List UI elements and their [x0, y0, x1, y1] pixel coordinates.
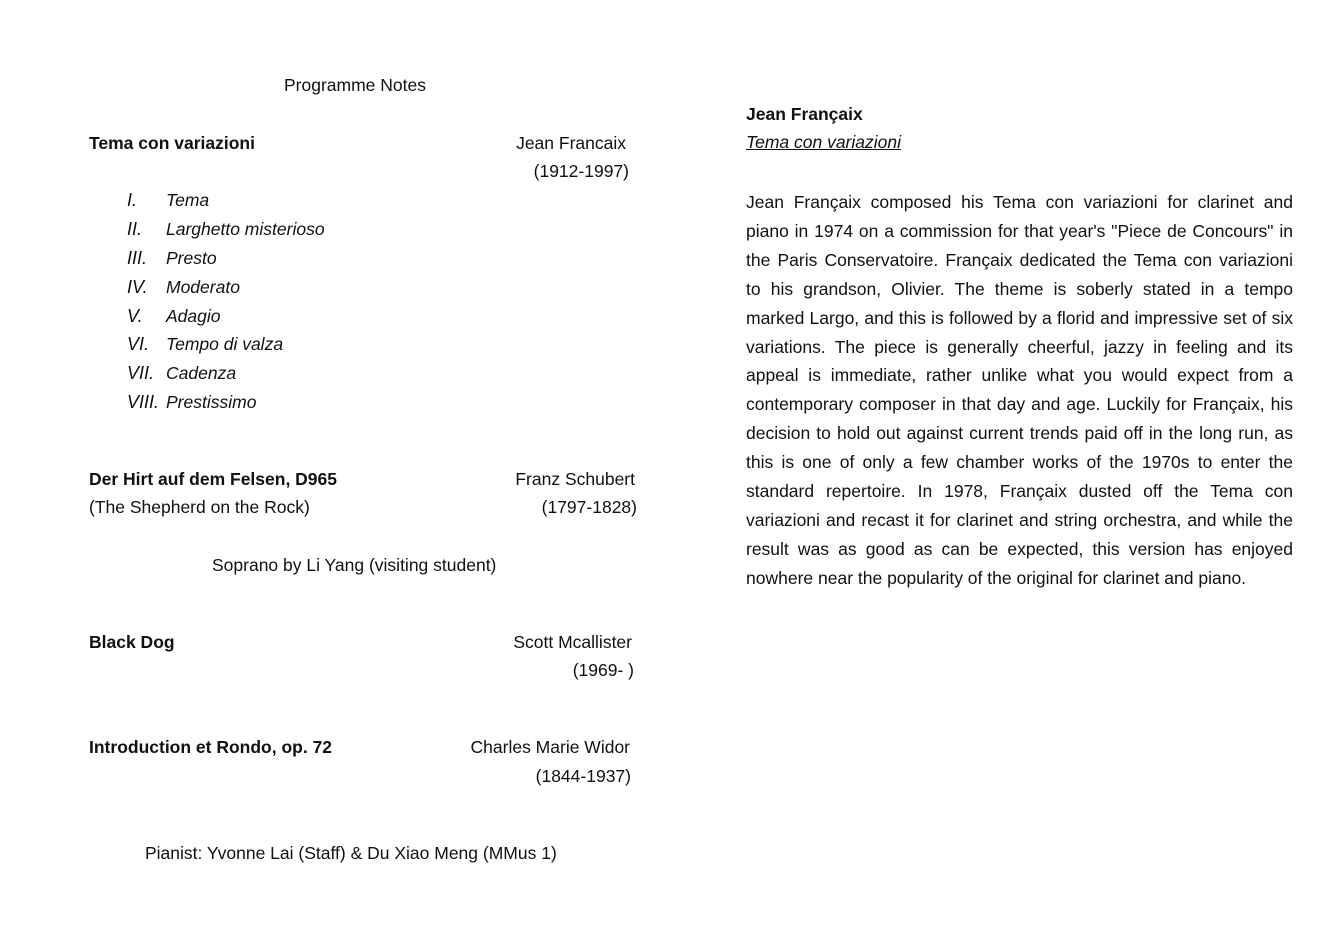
piece-4-title: Introduction et Rondo, op. 72	[89, 737, 333, 757]
movement-name: Cadenza	[166, 363, 237, 383]
piece-1-dates: (1912-1997)	[533, 161, 629, 181]
movement-number: VII.	[127, 363, 155, 383]
piece-4-dates: (1844-1937)	[535, 766, 631, 786]
programme-notes-heading: Programme Notes	[284, 75, 426, 95]
note-composer: Jean Françaix	[746, 104, 863, 124]
piece-3-dates: (1969- )	[572, 660, 634, 680]
piece-1-composer: Jean Francaix	[516, 133, 626, 153]
movement-number: III.	[127, 248, 148, 268]
movement-name: Tempo di valza	[166, 334, 284, 354]
movement-number: VIII.	[127, 392, 160, 412]
movement-name: Adagio	[166, 306, 221, 326]
movement-name: Presto	[166, 248, 217, 268]
movement-number: IV.	[127, 277, 148, 297]
movement-number: VI.	[127, 334, 150, 354]
movement-number: I.	[127, 190, 138, 210]
movement-name: Tema	[166, 190, 210, 210]
piece-2-title: Der Hirt auf dem Felsen, D965	[89, 469, 337, 489]
movement-name: Prestissimo	[166, 392, 257, 412]
movement-name: Larghetto misterioso	[166, 219, 325, 239]
movement-name: Moderato	[166, 277, 240, 297]
pianist-credit: Pianist: Yvonne Lai (Staff) & Du Xiao Meng (MMus 1)	[145, 843, 557, 863]
soprano-note: Soprano by Li Yang (visiting student)	[212, 555, 497, 575]
piece-2-dates: (1797-1828)	[541, 497, 637, 517]
note-work-title: Tema con variazioni	[746, 132, 901, 152]
piece-2-composer: Franz Schubert	[515, 469, 635, 489]
movement-number: V.	[127, 306, 143, 326]
piece-2-subtitle: (The Shepherd on the Rock)	[89, 497, 310, 517]
piece-1-title: Tema con variazioni	[89, 133, 255, 153]
piece-4-composer: Charles Marie Widor	[470, 737, 630, 757]
piece-3-composer: Scott Mcallister	[513, 632, 632, 652]
movement-number: II.	[127, 219, 143, 239]
programme-note-paragraph: Jean Françaix composed his Tema con variazioni for clarinet and piano in 1974 on a commission for that year's "Piece de Concours" in the Paris Conservatoire. Françaix dedicated the Tema con variazioni to his grandson, Olivier. The theme is soberly stated in a tempo marked Largo, and this is followed by a florid and impressive set of six variations. The piece is generally cheerful, jazzy in feeling and its appeal is immediate, rather unlike what you would expect from a contemporary composer in that day and age. Luckily for Françaix, his decision to hold out against current trends paid off in the long run, as this is one of only a few chamber works of the 1970s to enter the standard repertoire. In 1978, Françaix dusted off the Tema con variazioni and recast it for clarinet and string orchestra, and while the result was as good as can be expected, this version has enjoyed nowhere near the popularity of the original for clarinet and piano.	[746, 192, 1293, 588]
piece-3-title: Black Dog	[89, 632, 175, 652]
